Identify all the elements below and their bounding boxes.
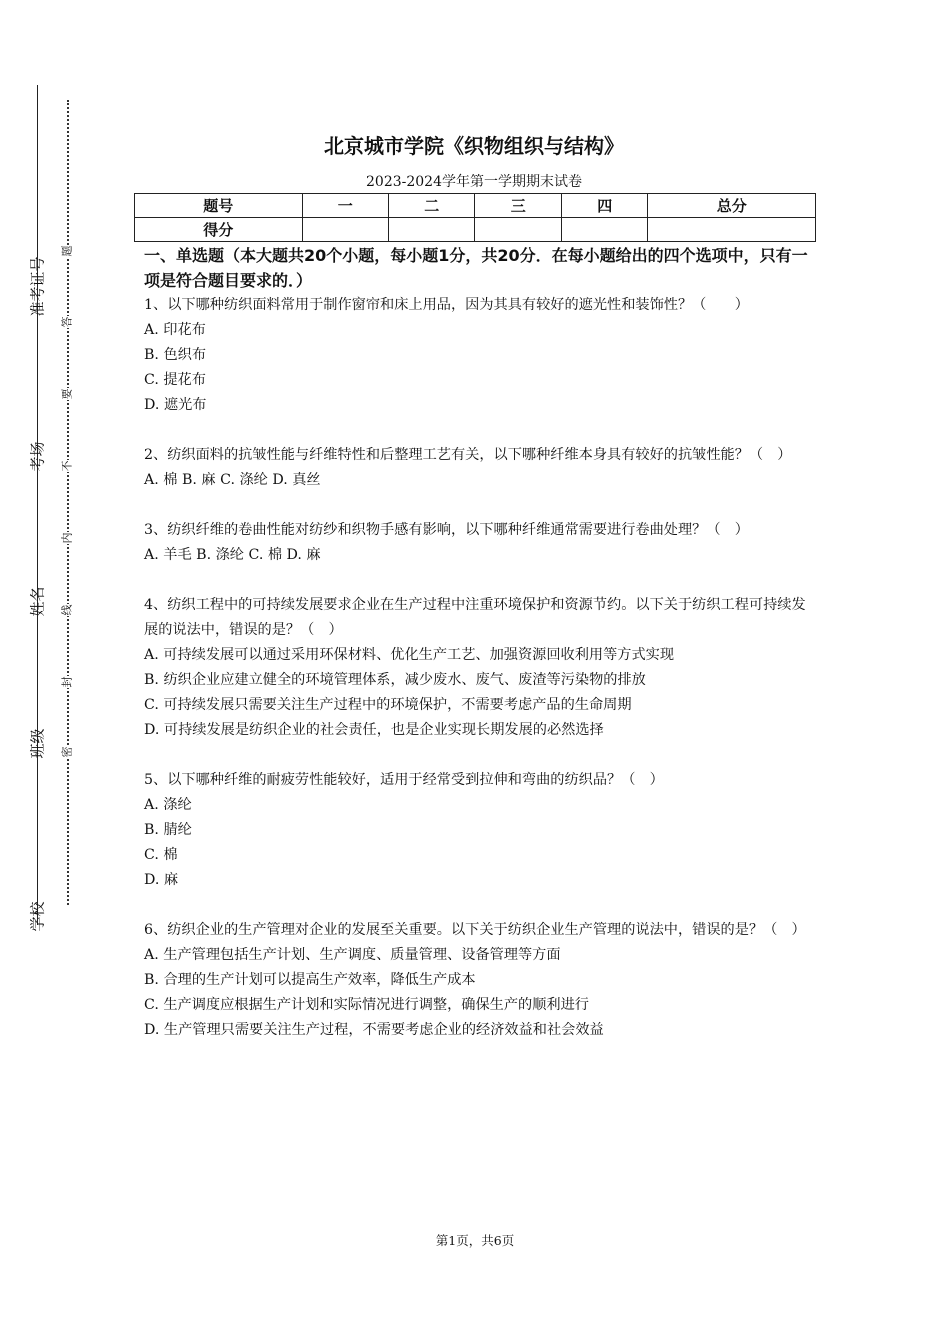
question-option: A. 羊毛 B. 涤纶 C. 棉 D. 麻 (144, 547, 321, 563)
seal-char: 不 (58, 460, 76, 472)
score-cell (388, 218, 474, 242)
seal-char: 答 (58, 316, 76, 328)
question-option: C. 棉 (144, 847, 178, 863)
field-exam-room: 考场 (28, 441, 47, 472)
question-list (144, 293, 812, 1068)
score-header-cell: 一 (302, 194, 388, 218)
score-row-label: 得分 (135, 218, 303, 242)
score-header-cell: 四 (561, 194, 647, 218)
score-header-cell: 总分 (648, 194, 816, 218)
question-item (144, 518, 812, 568)
score-header-cell: 题号 (135, 194, 303, 218)
question-option: C. 提花布 (144, 372, 206, 388)
question-item (144, 768, 812, 893)
question-option: D. 可持续发展是纺织企业的社会责任，也是企业实现长期发展的必然选择 (144, 722, 604, 738)
question-option: A. 生产管理包括生产计划、生产调度、质量管理、设备管理等方面 (144, 947, 561, 963)
question-item (144, 443, 812, 493)
field-name: 姓名 (28, 586, 47, 617)
exam-subtitle: 2023-2024学年第一学期期末试卷 (366, 174, 582, 190)
field-exam-id: 准考证号 (28, 256, 47, 317)
score-table-score-row (135, 218, 816, 242)
score-cell (302, 218, 388, 242)
section-heading: 一、单选题（本大题共20个小题，每小题1分，共20分．在每小题给出的四个选项中，只有一项是符合题目要求的．） (144, 246, 808, 290)
question-option: A. 棉 B. 麻 C. 涤纶 D. 真丝 (144, 472, 321, 488)
binding-solid-line (37, 85, 38, 925)
question-option: A. 涤纶 (144, 797, 192, 813)
question-option: B. 腈纶 (144, 822, 192, 838)
question-item (144, 293, 812, 418)
seal-char: 要 (58, 388, 76, 400)
question-option: D. 生产管理只需要关注生产过程，不需要考虑企业的经济效益和社会效益 (144, 1022, 604, 1038)
page-title: 北京城市学院《织物组织与结构》 (324, 134, 624, 158)
score-cell (561, 218, 647, 242)
question-option: D. 麻 (144, 872, 179, 888)
seal-char: 题 (58, 245, 76, 257)
score-cell (475, 218, 561, 242)
question-stem: 3、纺织纤维的卷曲性能对纺纱和织物手感有影响，以下哪种纤维通常需要进行卷曲处理？（ ） (144, 522, 749, 538)
question-option: C. 可持续发展只需要关注生产过程中的环境保护，不需要考虑产品的生命周期 (144, 697, 632, 713)
field-school: 学校 (28, 901, 47, 932)
question-stem: 2、纺织面料的抗皱性能与纤维特性和后整理工艺有关，以下哪种纤维本身具有较好的抗皱性能？（ ） (144, 447, 792, 463)
question-stem: 6、纺织企业的生产管理对企业的发展至关重要。以下关于纺织企业生产管理的说法中，错误的是？（ ） (144, 922, 806, 938)
question-option: A. 可持续发展可以通过采用环保材料、优化生产工艺、加强资源回收利用等方式实现 (144, 647, 675, 663)
question-option: D. 遮光布 (144, 397, 207, 413)
score-header-cell: 三 (475, 194, 561, 218)
question-item (144, 593, 812, 743)
question-option: B. 色织布 (144, 347, 207, 363)
question-option: B. 合理的生产计划可以提高生产效率，降低生产成本 (144, 972, 476, 988)
score-cell (648, 218, 816, 242)
question-item (144, 918, 812, 1043)
seal-char: 内 (58, 532, 76, 544)
seal-char: 线 (58, 604, 76, 616)
binding-margin (0, 0, 90, 1344)
question-stem: 4、纺织工程中的可持续发展要求企业在生产过程中注重环境保护和资源节约。以下关于纺织工程可持续发展的说法中，错误的是？（ ） (144, 597, 806, 638)
question-option: C. 生产调度应根据生产计划和实际情况进行调整，确保生产的顺利进行 (144, 997, 589, 1013)
score-header-cell: 二 (388, 194, 474, 218)
question-option: A. 印花布 (144, 322, 206, 338)
page-footer: 第1页，共6页 (435, 1233, 515, 1248)
field-class: 班级 (28, 728, 47, 759)
seal-char: 封 (58, 676, 76, 688)
score-table-header-row (135, 194, 816, 218)
question-stem: 1、以下哪种纺织面料常用于制作窗帘和床上用品，因为其具有较好的遮光性和装饰性？（ ） (144, 297, 749, 313)
score-table (134, 193, 816, 242)
binding-dotted-line (67, 100, 69, 905)
question-stem: 5、以下哪种纤维的耐疲劳性能较好，适用于经常受到拉伸和弯曲的纺织品？（ ） (144, 772, 664, 788)
seal-char: 密 (58, 746, 76, 758)
question-option: B. 纺织企业应建立健全的环境管理体系，减少废水、废气、废渣等污染物的排放 (144, 672, 646, 688)
